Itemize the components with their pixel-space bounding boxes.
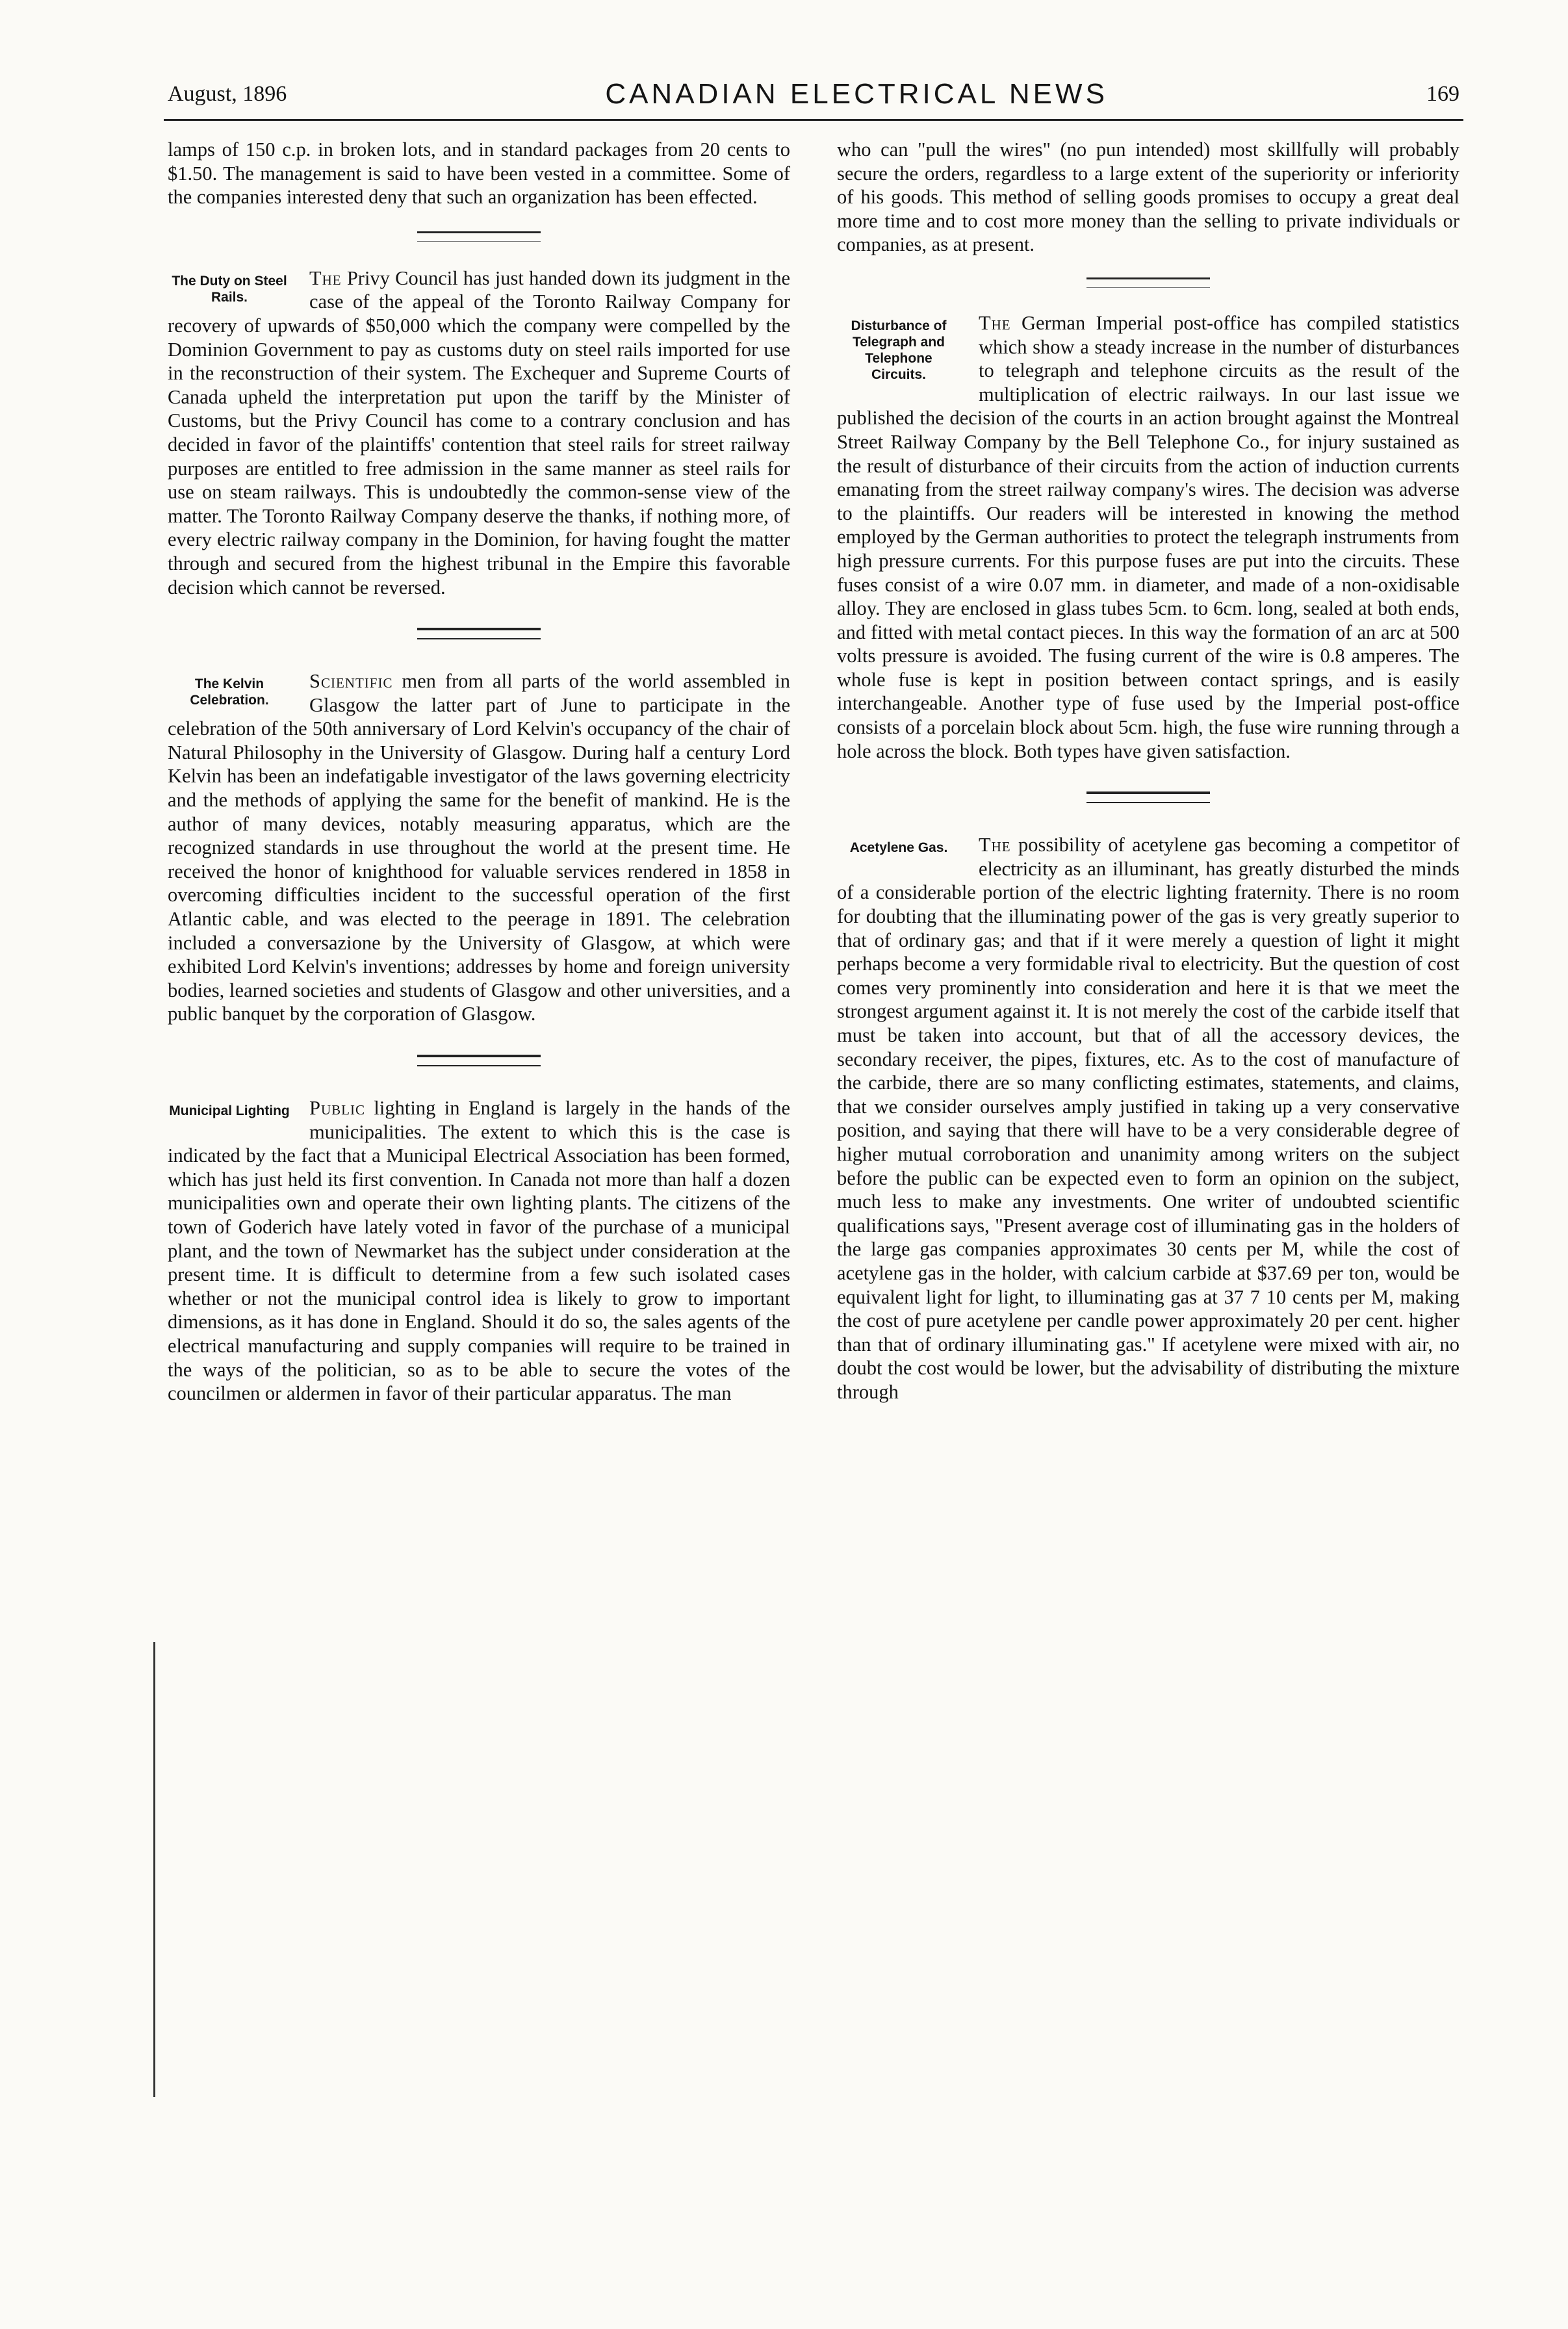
sidenote-heading: Municipal Lighting <box>169 1103 290 1118</box>
article-body: possibility of acetylene gas becoming a competitor of electricity as an illuminant, has greatly disturbed the minds of a considerable portion of the electric lighting fraternity. There is no room for doubting that the illuminating power of the gas is very greatly superior to that of ordinary gas; and that if it were merely a question of light it might perhaps become a very formidable rival to electricity. But the question of cost comes very prominently into consideration and here it is that we meet the strongest argument against it. It is not merely the cost of the carbide itself that must be taken into account, but that of all the accessory devices, the secondary receiver, the pipes, fixtures, etc. As to the cost of manufacture of the carbide, there are so many conflicting estimates, statements, and claims, that we consider ourselves amply justified in taking up a very conservative position, and saying that there will have to be a very considerable degree of higher mutual corroboration and unanimity among writers on the subject before the public can be expected even to form an opinion on the subject, much less to make any investments. One writer of undoubted scientific qualifications says, "Present average cost of illuminating gas in the holders of the large gas companies approximates 30 cents per M, while the cost of acetylene gas in the holder, with calcium carbide at $37.69 per ton, would be equivalent light for light, to illuminating gas at 37 7 10 cents per M, making the cost of pure acetylene per candle power approximately 20 per cent. higher than that of ordinary illuminating gas." If acetylene were mixed with air, no doubt the cost would be lower, but the advisability of distributing the mixture through <box>837 834 1459 1403</box>
margin-marker-line <box>153 1642 155 2097</box>
article-body: Privy Council has just handed down its judgment in the case of the appeal of the Toronto Railway Company for recovery of upwards of $50,000 which the company were compelled by the Dominion Government to pay as customs duty on steel rails imported for use in the reconstruction of their system. The Exchequer and Supreme Courts of Canada upheld the interpretation put upon the tariff by the Minister of Customs, but the Privy Council has come to a contrary conclusion and has decided in favor of the plaintiffs' contention that steel rails for street railway purposes are entitled to free admission in the same manner as steel rails for use on steam railways. This is undoubtedly the common-sense view of the matter. The Toronto Railway Company deserve the thanks, if nothing more, of every electric railway company in the Dominion, for having fought the matter through and secured from the highest tribunal in the Empire this favorable decision which cannot be reversed. <box>168 266 790 598</box>
section-divider <box>417 231 541 242</box>
article-body: German Imperial post-office has compiled statistics which show a steady increase in the number of disturbances to telegraph and telephone circuits as the result of the multiplication of electric railways. In our last issue we published the decision of the courts in an action brought against the Montreal Street Railway Company by the Bell Telephone Co., for injury sustained as the result of disturbance of their circuits from the action of induction currents emanating from the street railway company's wires. The decision was adverse to the plaintiffs. Our readers will be interested in knowing the method employed by the German authorities to protect the telegraph instruments from high pressure currents. For this purpose fuses are put into the circuits. These fuses consist of a wire 0.07 mm. in diameter, and made of a non-oxidisable alloy. They are enclosed in glass tubes 5cm. to 6cm. long, sealed at both ends, and fitted with metal contact pieces. In this way the formation of an arc at 500 volts pressure is avoided. The fusing current of the wire is 0.8 amperes. The whole fuse is kept in position between contact springs, and is easily interchangeable. Another type of fuse used by the Imperial post-office consists of a porcelain block about 5cm. high, the fuse wire running through a hole across the block. Both types have given satisfaction. <box>837 311 1459 762</box>
article-text <box>168 1096 790 1406</box>
article-duty-on-steel-rails <box>168 266 790 599</box>
article-telegraph-disturbance <box>837 311 1459 763</box>
publication-title: CANADIAN ELECTRICAL NEWS <box>605 78 1108 110</box>
article-municipal-lighting <box>168 1096 790 1406</box>
article-text <box>837 833 1459 1404</box>
header-rule <box>164 119 1463 121</box>
article-first-word: The <box>979 311 1011 334</box>
article-first-word: Public <box>309 1097 365 1119</box>
article-kelvin-celebration <box>168 669 790 1026</box>
article-first-word: The <box>979 834 1011 856</box>
article-text <box>168 669 790 1026</box>
page-header <box>168 73 1459 116</box>
sidenote-heading: The Duty on Steel Rails. <box>172 273 287 305</box>
sidenote-heading: The Kelvin Celebration. <box>190 676 269 708</box>
article-first-word: Scientific <box>309 670 393 693</box>
article-first-word: The <box>309 266 342 289</box>
article-acetylene-gas <box>837 833 1459 1404</box>
left-continuation-text: lamps of 150 c.p. in broken lots, and in standard packages from 20 cents to $1.50. The management is said to have been vested in a committee. Some of the companies interested deny that such an organization has been effected. <box>168 138 790 209</box>
left-column <box>168 138 790 1406</box>
article-body: men from all parts of the world assembled in Glasgow the latter part of June to participate in the celebration of the 50th anniversary of Lord Kelvin's occupancy of the chair of Natural Philosophy in the University of Glasgow. During half a century Lord Kelvin has been an indefatigable investigator of the laws governing electricity and the methods of applying the same for the benefit of mankind. He is the author of many devices, notably measuring apparatus, which are the recognized standards in use throughout the world at the present time. He received the honor of knighthood for valuable services rendered in 1858 in overcoming difficulties incident to the successful operation of the first Atlantic cable, and was elected to the peerage in 1891. The celebration included a conversazione by the University of Glasgow, at which were exhibited Lord Kelvin's inventions; addresses by home and foreign university bodies, learned societies and students of Glasgow and other universities, and a public banquet by the corporation of Glasgow. <box>168 670 790 1025</box>
sidenote-heading: Disturbance of Telegraph and Telephone Circuits. <box>851 318 947 382</box>
article-body: lighting in England is largely in the hands of the municipalities. The extent to which this is the case is indicated by the fact that a Municipal Electrical Association has been formed, which has just held its first convention. In Canada not more than half a dozen municipalities own and operate their own lighting plants. The citizens of the town of Goderich have lately voted in favor of the purchase of a municipal plant, and the town of Newmarket has the subject under consideration at the present time. It is difficult to determine from a few such isolated cases whether or not the municipal control idea is likely to grow to important dimensions, as it has done in England. Should it do so, the sales agents of the electrical manufacturing and supply companies will require to be trained in the ways of the politician, so as to be able to secure the votes of the councilmen or aldermen in favor of their particular apparatus. The man <box>168 1097 790 1405</box>
issue-date: August, 1896 <box>168 82 287 106</box>
section-divider <box>417 1055 541 1066</box>
section-divider <box>417 628 541 639</box>
page-number: 169 <box>1426 82 1459 106</box>
sidenote-heading: Acetylene Gas. <box>849 840 948 856</box>
right-column <box>837 138 1459 1404</box>
section-divider <box>1086 791 1210 803</box>
article-text <box>168 266 790 599</box>
section-divider <box>1086 277 1210 288</box>
right-continuation-text: who can "pull the wires" (no pun intended) most skillfully will probably secure the orders, regardless to a large extent of the superiority or inferiority of his goods. This method of selling goods promises to occupy a great deal more time and to cost more money than the selling to private individuals or companies, as at present. <box>837 138 1459 256</box>
